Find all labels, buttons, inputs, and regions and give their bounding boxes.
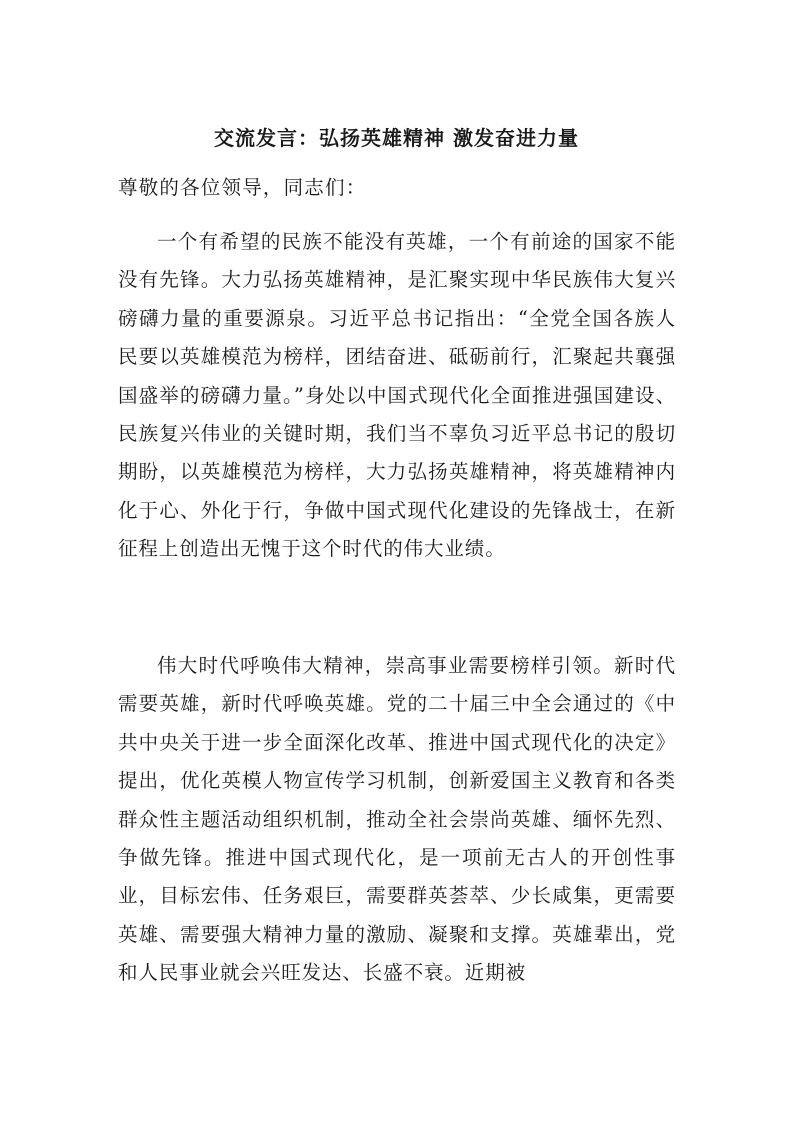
body-paragraph-1: 一个有希望的民族不能没有英雄，一个有前途的国家不能没有先锋。大力弘扬英雄精神，是汇聚实现中华民族伟大复兴磅礴力量的重要源泉。习近平总书记指出：“全党全国各族人民要以英雄模范为榜样，团结奋进、砥砺前行，汇聚起共襄强国盛举的磅礴力量。”身处以中国式现代化全面推进强国建设、民族复兴伟业的关键时期，我们当不辜负习近平总书记的殷切期盼，以英雄模范为榜样，大力弘扬英雄精神，将英雄精神内化于心、外化于行，争做中国式现代化建设的先锋战士，在新征程上创造出无愧于这个时代的伟大业绩。 — [118, 230, 676, 561]
body-paragraph-2: 伟大时代呼唤伟大精神，崇高事业需要榜样引领。新时代需要英雄，新时代呼唤英雄。党的二十届三中全会通过的《中共中央关于进一步全面深化改革、推进中国式现代化的决定》提出，优化英模人物宣传学习机制，创新爱国主义教育和各类群众性主题活动组织机制，推动全社会崇尚英雄、缅怀先烈、争做先锋。推进中国式现代化，是一项前无古人的开创性事业，目标宏伟、任务艰巨，需要群英荟萃、少长咸集，更需要英雄、需要强大精神力量的激励、凝聚和支撑。英雄辈出，党和人民事业就会兴旺发达、长盛不衰。近期被 — [118, 654, 676, 985]
salutation: 尊敬的各位领导，同志们： — [118, 176, 367, 199]
document-title: 交流发言：弘扬英雄精神 激发奋进力量 — [214, 126, 579, 150]
